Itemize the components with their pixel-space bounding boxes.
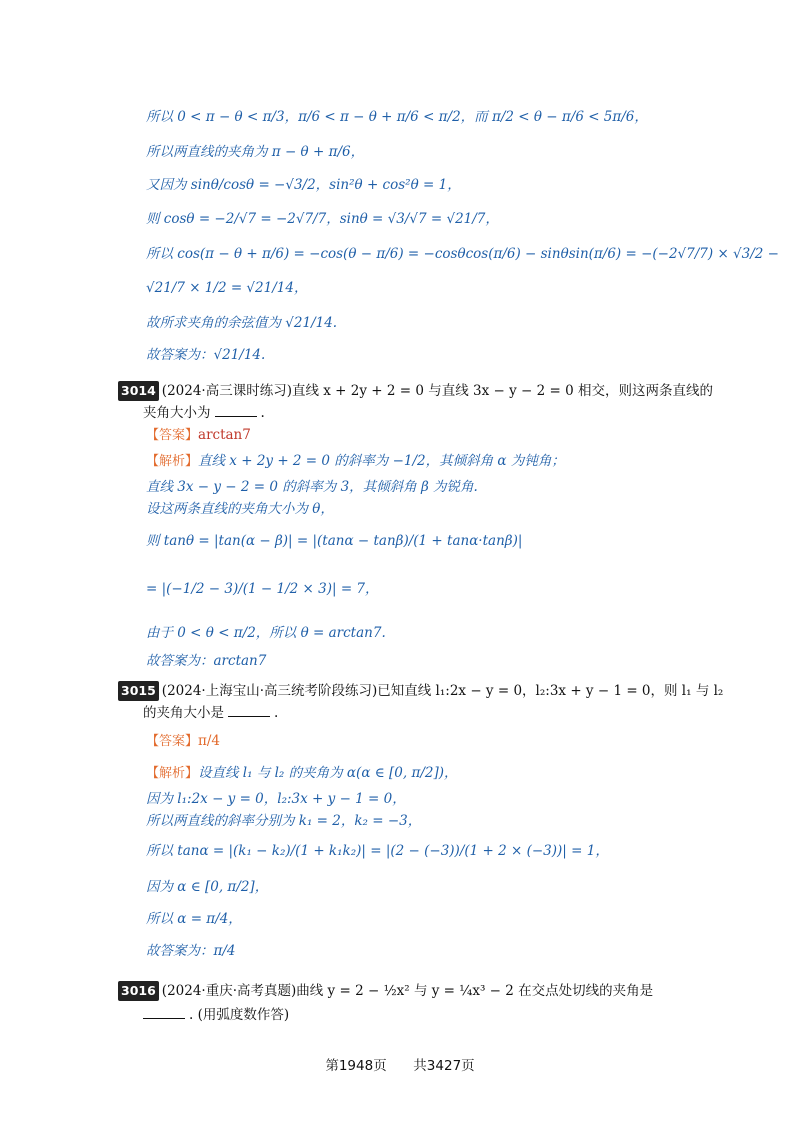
solution-line: 所以两直线的夹角为 π − θ + π/6， <box>146 144 365 160</box>
answer-row <box>146 426 251 445</box>
question-text: (2024·重庆·高考真题)曲线 y = 2 − ½x² 与 y = ¼x³ − 2 在交点处切线的夹角是 <box>161 983 654 999</box>
answer-value: π/4 <box>198 733 221 749</box>
answer-blank <box>215 404 257 417</box>
analysis-row <box>146 452 565 471</box>
solution-line: 所以 tanα = |(k₁ − k₂)/(1 + k₁k₂)| = |(2 − (−3))/(1 + 2 × (−3))| = 1， <box>146 843 609 859</box>
solution-line: √21/7 × 1/2 = √21/14， <box>146 280 308 296</box>
question-stem <box>118 681 723 701</box>
question-text: 夹角大小为 <box>143 405 211 421</box>
solution-line: 故答案为：√21/14. <box>146 347 266 363</box>
solution-line: 设这两条直线的夹角大小为 θ， <box>146 501 334 517</box>
question-number: 3016 <box>118 981 159 1001</box>
solution-line: 所以 α = π/4， <box>146 911 242 927</box>
answer-blank <box>228 704 270 717</box>
solution-line: 故答案为：arctan7 <box>146 653 267 669</box>
solution-line: 因为 α ∈ [0, π/2]， <box>146 879 269 895</box>
question-text: . (用弧度数作答) <box>189 1007 290 1023</box>
solution-line: 则 tanθ = |tan(α − β)| = |(tanα − tanβ)/(1 + tanα·tanβ)| <box>146 533 523 549</box>
solution-line: 则 cosθ = −2/√7 = −2√7/7，sinθ = √3/√7 = √21/7， <box>146 211 499 227</box>
question-text: (2024·高三课时练习)直线 x + 2y + 2 = 0 与直线 3x − y − 2 = 0 相交，则这两条直线的 <box>161 383 714 399</box>
solution-line: 直线 3x − y − 2 = 0 的斜率为 3，其倾斜角 β 为锐角. <box>146 479 478 495</box>
answer-value: arctan7 <box>198 427 251 443</box>
answer-tag: 【答案】 <box>146 734 199 749</box>
question-stem <box>118 381 713 401</box>
solution-line: 又因为 sinθ/cosθ = −√3/2，sin²θ + cos²θ = 1， <box>146 177 461 193</box>
analysis-tag: 【解析】 <box>146 766 199 781</box>
question-number: 3015 <box>118 681 159 701</box>
solution-line: 故答案为：π/4 <box>146 943 236 959</box>
question-stem-line2 <box>143 1006 289 1024</box>
solution-line: 由于 0 < θ < π/2，所以 θ = arctan7. <box>146 625 386 641</box>
solution-line: 设直线 l₁ 与 l₂ 的夹角为 α(α ∈ [0, π/2])， <box>198 765 458 781</box>
analysis-row <box>146 764 458 783</box>
answer-row <box>146 732 220 751</box>
solution-line: = |(−1/2 − 3)/(1 − 1/2 × 3)| = 7， <box>146 581 379 597</box>
page-footer <box>0 1054 800 1074</box>
question-stem <box>118 981 653 1001</box>
question-text: . <box>260 405 265 421</box>
question-text: 的夹角大小是 <box>143 705 224 721</box>
question-text: (2024·上海宝山·高三统考阶段练习)已知直线 l₁:2x − y = 0，l₂:3x + y − 1 = 0，则 l₁ 与 l₂ <box>161 683 724 699</box>
answer-tag: 【答案】 <box>146 428 199 443</box>
total-pages: 共3427页 <box>413 1058 475 1074</box>
question-text: . <box>274 705 279 721</box>
analysis-tag: 【解析】 <box>146 454 199 469</box>
solution-line: 故所求夹角的余弦值为 √21/14. <box>146 315 338 331</box>
page-number: 第1948页 <box>325 1058 387 1074</box>
solution-line: 所以 0 < π − θ < π/3，π/6 < π − θ + π/6 < π/2，而 π/2 < θ − π/6 < 5π/6， <box>146 109 648 125</box>
solution-line: 所以两直线的斜率分别为 k₁ = 2，k₂ = −3， <box>146 813 422 829</box>
solution-line: 因为 l₁:2x − y = 0，l₂:3x + y − 1 = 0， <box>146 791 406 807</box>
solution-line: 直线 x + 2y + 2 = 0 的斜率为 −1/2，其倾斜角 α 为钝角； <box>198 453 565 469</box>
question-stem-line2 <box>143 704 278 722</box>
solution-line: 所以 cos(π − θ + π/6) = −cos(θ − π/6) = −cosθcos(π/6) − sinθsin(π/6) = −(−2√7/7) × √3/2 − <box>146 246 779 262</box>
question-number: 3014 <box>118 381 159 401</box>
question-stem-line2 <box>143 404 265 422</box>
answer-blank <box>143 1006 185 1019</box>
